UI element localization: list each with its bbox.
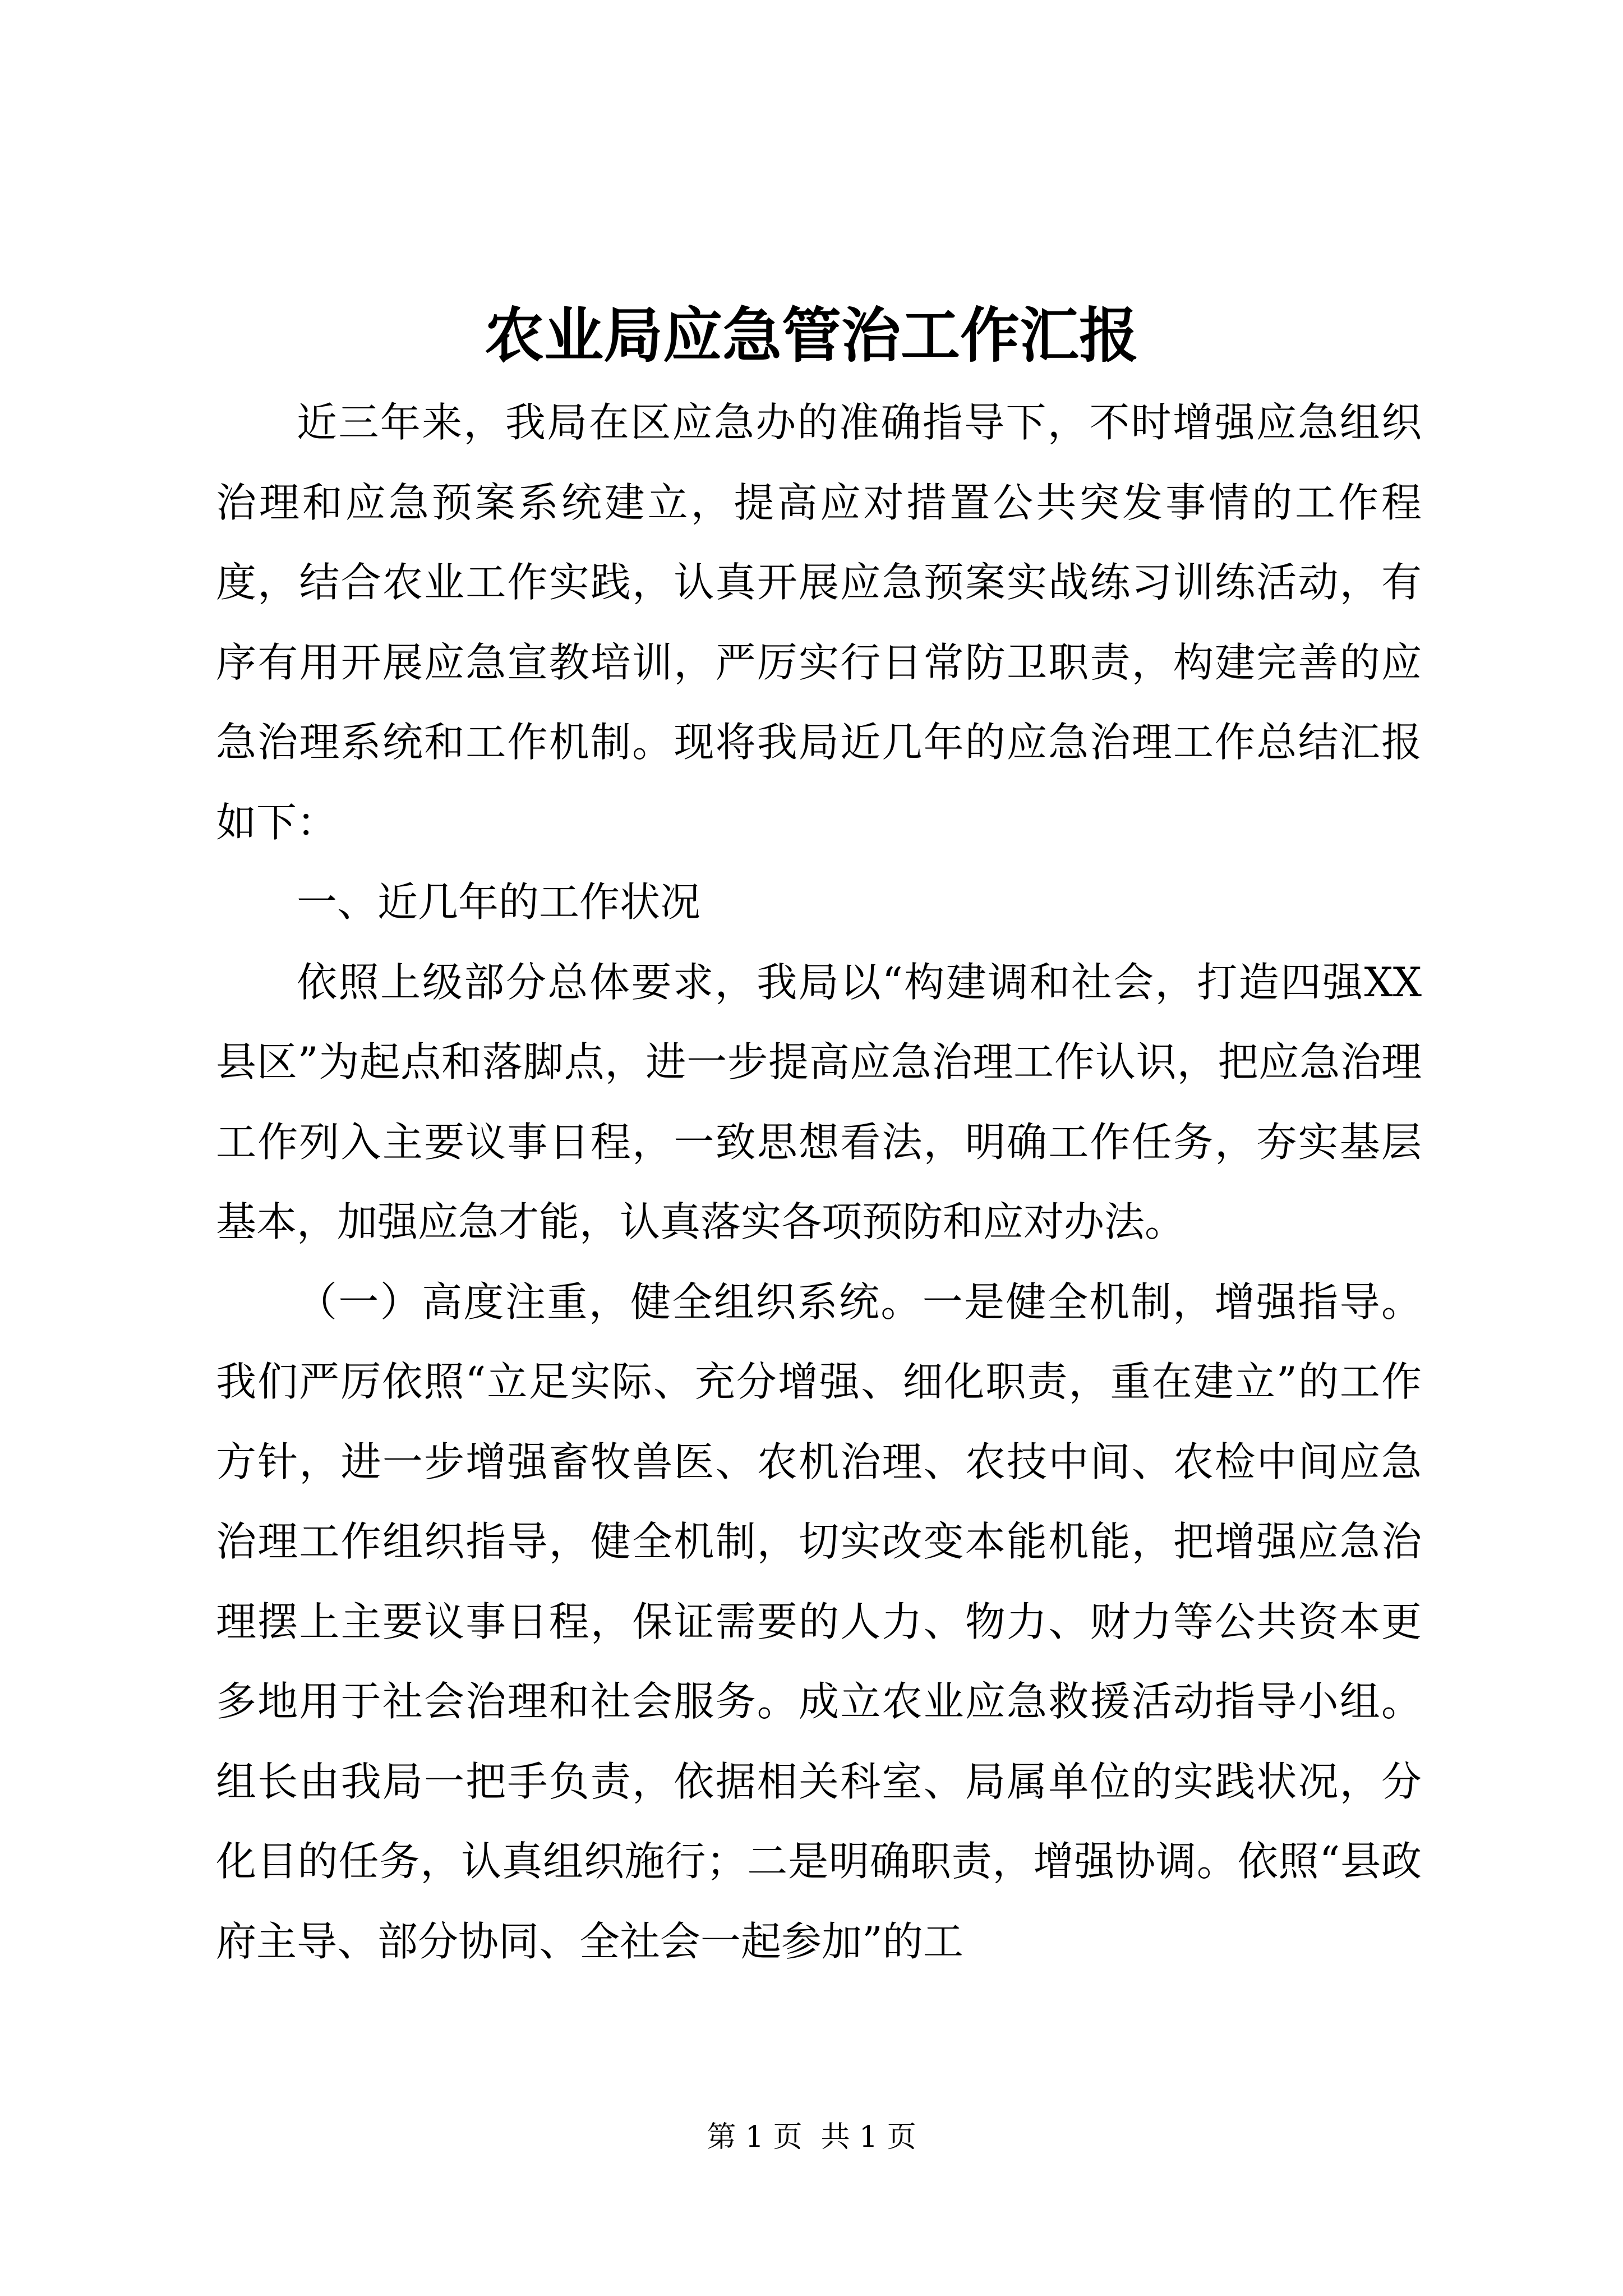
section-heading-work-status: 一、近几年的工作状况 (297, 878, 701, 926)
paragraph-organization-system: （一）高度注重，健全组织系统。一是健全机制，增强指导。我们严厉依照“立足实际、充分增强、细化职责，重在建立”的工作方针，进一步增强畜牧兽医、农机治理、农技中间、农检中间应急治理工作组织指导，健全机制，切实改变本能机能，把增强应急治理摆上主要议事日程，保证需要的人力、物力、财力等公共资本更多地用于社会治理和社会服务。成立农业应急救援活动指导小组。组长由我局一把手负责，依据相关科室、局属单位的实践状况，分化目的任务，认真组织施行；二是明确职责，增强协调。依照“县政府主导、部分协同、全社会一起参加”的工 (216, 1278, 1422, 1965)
page-footer (0, 2118, 1623, 2157)
page-number-label: 第 1 页 共 1 页 (707, 2120, 916, 2154)
document-body (216, 383, 1422, 1981)
paragraph-requirements: 依照上级部分总体要求，我局以“构建调和社会，打造四强XX县区”为起点和落脚点，进一步提高应急治理工作认识，把应急治理工作列入主要议事日程，一致思想看法，明确工作任务，夯实基层基本，加强应急才能，认真落实各项预防和应对办法。 (216, 958, 1422, 1245)
document-title: 农业局应急管治工作汇报 (485, 300, 1138, 370)
paragraph-intro: 近三年来，我局在区应急办的准确指导下，不时增强应急组织治理和应急预案系统建立，提高应对措置公共突发事情的工作程度，结合农业工作实践，认真开展应急预案实战练习训练活动，有序有用开展应急宣教培训，严厉实行日常防卫职责，构建完善的应急治理系统和工作机制。现将我局近几年的应急治理工作总结汇报如下： (216, 399, 1422, 846)
